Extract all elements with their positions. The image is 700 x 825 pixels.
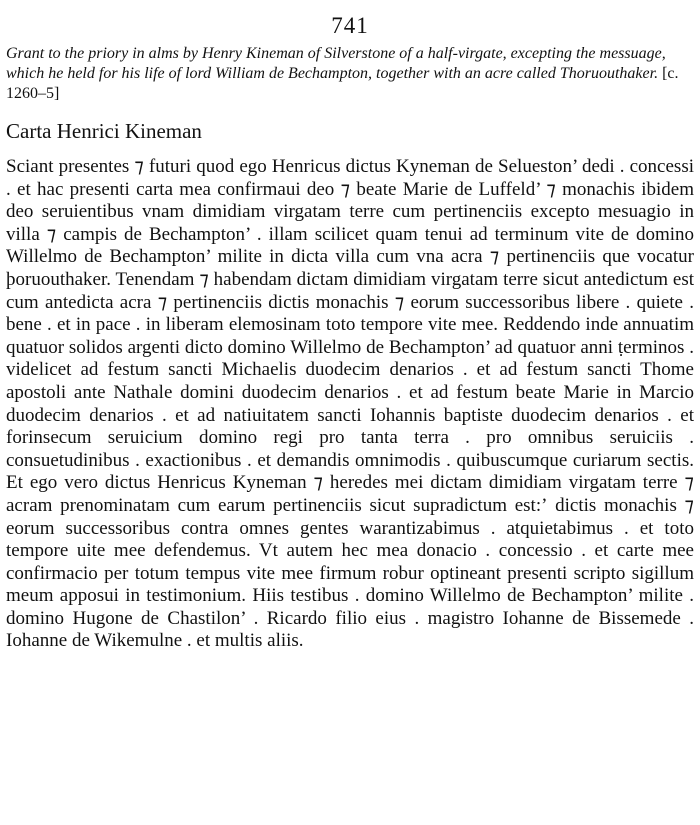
headnote-date: [c. 1260–5] xyxy=(6,65,679,102)
headnote xyxy=(6,44,694,104)
charter-text: Sciant presentes ⁊ futuri quod ego Henricus dictus Kyneman de Selueston’ dedi . concessi . et hac presenti carta mea confirmaui deo ⁊ beate Marie de Luffeld’ ⁊ monachis ibidem deo seruientibus vnam dimidiam virgatam terre cum pertinenciis excepto mesuagio in villa ⁊ campis de Bechampton’ . illam scilicet quam tenui ad terminum vite de domino Willelmo de Bechampton’ milite in dicta villa cum vna acra ⁊ pertinenciis que vocatur þoruouthaker. Tenendam ⁊ habendam dictam dimidiam virgatam terre sicut antedictum est cum antedicta acra ⁊ pertinenciis dictis monachis ⁊ eorum successoribus libere . quiete . bene . et in pace . in liberam elemosinam toto tempore vite mee. Reddendo inde annuatim quatuor solidos argenti dicto domino Willelmo de Bechampton’ ad quatuor anni ṭerminos . videlicet ad festum sancti Michaelis duodecim denarios . et ad festum sancti Thome apostoli ante Nathale domini duodecim denarios . et ad festum beate Marie in Marcio duodecim denarios . et ad natiuitatem sancti Iohannis baptiste duodecim denarios . et forinsecum seruicium domino regi pro tanta terra . pro omnibus seruiciis . consuetudinibus . exactionibus . et demandis omnimodis . quibuscumque curiarum sectis. Et ego vero dictus Henricus Kyneman ⁊ heredes mei dictam dimidiam virgatam terre ⁊ acram prenominatam cum earum pertinenciis sicut supradictum est:ʼ dictis monachis ⁊ eorum successoribus contra omnes gentes warantizabimus . atquietabimus . et toto tempore uite mee defendemus. Vt autem hec mea donacio . concessio . et carte mee confirmacio per totum tempus vite mee firmum robur optineant presenti scripto sigillum meum apposui in testimonium. Hiis testibus . domino Willelmo de Bechampton’ milite . domino Hugone de Chastilon’ . Ricardo filio eius . magistro Iohanne de Bissemede . Iohanne de Wikemulne . et multis aliis. xyxy=(6,156,694,652)
headnote-description: Grant to the priory in alms by Henry Kineman of Silverstone of a half-virgate, excepting the messuage, which he held for his life of lord William de Bechampton, together with an acre called Thoruouthaker. xyxy=(6,45,666,82)
document-number: 741 xyxy=(331,13,369,38)
charter-page xyxy=(6,12,694,653)
charter-title: Carta Henrici Kineman xyxy=(6,119,202,143)
